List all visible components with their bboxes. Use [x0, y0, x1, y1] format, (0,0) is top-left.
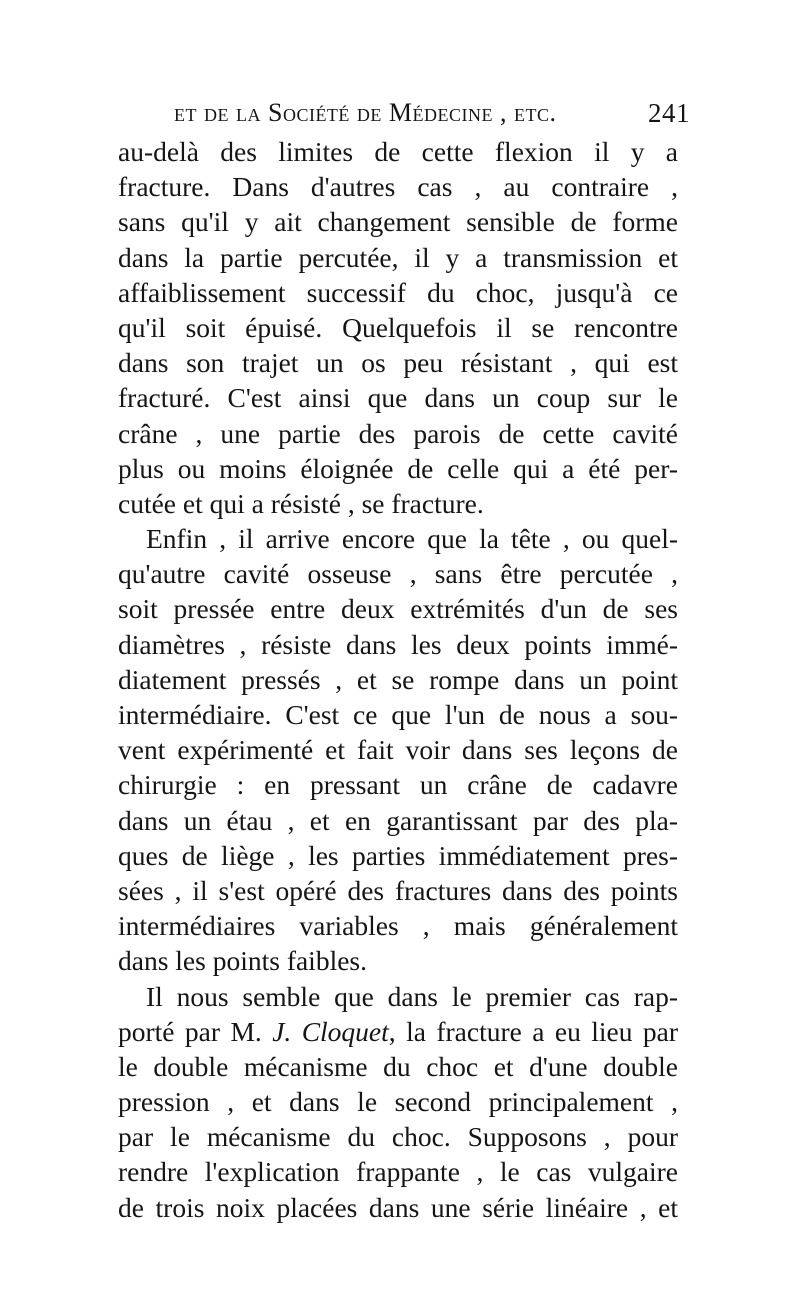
text-line: sans qu'il y ait changement sensible de forme [118, 206, 678, 238]
text-line: sées , il s'est opéré des fractures dans des points [118, 874, 678, 906]
running-title: et de la Société de Médecine , etc. [174, 98, 557, 127]
text-line: dans un étau , et en garantissant par des pla- [118, 804, 678, 836]
text-line: rendre l'explication frappante , le cas vulgaire [118, 1156, 678, 1188]
text-line: au-delà des limites de cette flexion il y a [118, 136, 678, 167]
author-name: J. Cloquet [272, 1015, 389, 1047]
text-line: dans la partie percutée, il y a transmission et [118, 241, 678, 273]
book-page [118, 96, 690, 1225]
text-line: dans son trajet un os peu résistant , qui est [118, 347, 678, 379]
text-line-with-citation [118, 1014, 678, 1049]
text-line: intermédiaires variables , mais généralement [118, 910, 678, 942]
text-line: plus ou moins éloignée de celle qui a été per- [118, 452, 678, 484]
text-line: qu'il soit épuisé. Quelquefois il se rencontre [118, 311, 678, 343]
text-line: soit pressée entre deux extrémités d'un de ses [118, 593, 678, 625]
text-line: ques de liège , les parties immédiatement pres- [118, 839, 678, 871]
text-line: fracturé. C'est ainsi que dans un coup sur le [118, 382, 678, 414]
text-line: affaiblissement successif du choc, jusqu'à ce [118, 276, 678, 308]
text-line: Il nous semble que dans le premier cas rap- [146, 980, 678, 1012]
body-text [118, 134, 678, 1225]
text-line: dans les points faibles. [118, 945, 367, 977]
text-line: de trois noix placées dans une série linéaire , et [118, 1191, 678, 1223]
text-line: par le mécanisme du choc. Supposons , pour [118, 1121, 678, 1153]
running-head [118, 96, 690, 130]
text-line: qu'autre cavité osseuse , sans être percutée , [118, 558, 678, 590]
text-line: Enfin , il arrive encore que la tête , ou quel- [146, 523, 678, 555]
text-line: diamètres , résiste dans les deux points immé- [118, 628, 678, 660]
text-line: cutée et qui a résisté , se fracture. [118, 487, 484, 519]
text-line: intermédiaire. C'est ce que l'un de nous a sou- [118, 699, 678, 730]
text-line: diatement pressés , et se rompe dans un point [118, 663, 678, 695]
text-fragment: , [388, 1015, 407, 1047]
text-line: le double mécanisme du choc et d'une double [118, 1050, 678, 1082]
text-line: chirurgie : en pressant un crâne de cadavre [118, 769, 678, 801]
page-number: 241 [648, 98, 690, 128]
text-line: vent expérimenté et fait voir dans ses leçons de [118, 734, 678, 766]
text-line: crâne , une partie des parois de cette cavité [118, 417, 678, 449]
text-fragment: porté par M. [118, 1015, 273, 1047]
text-line: fracture. Dans d'autres cas , au contraire , [118, 171, 678, 203]
text-line: pression , et dans le second principalement , [118, 1086, 678, 1118]
text-fragment: la fracture a eu lieu par [406, 1015, 678, 1047]
